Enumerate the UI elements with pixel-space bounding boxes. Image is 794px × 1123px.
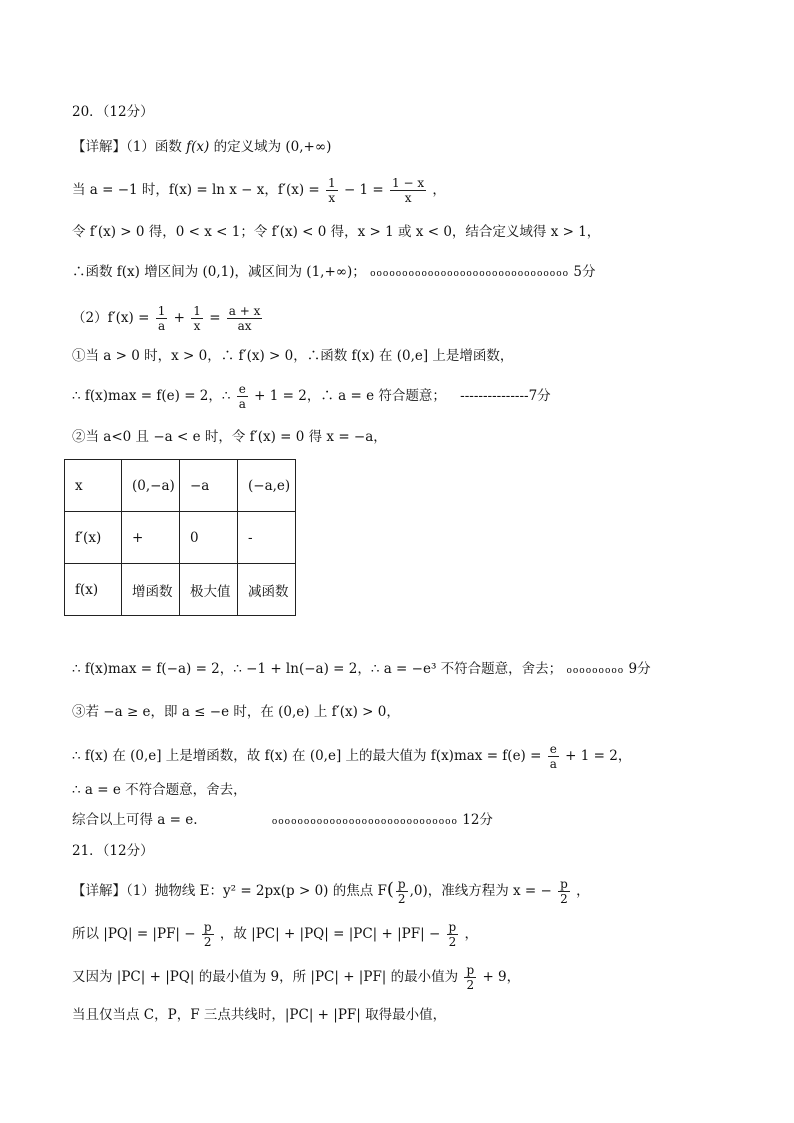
q20-line11-pre: ∴ f(x) 在 (0,e] 上是增函数，故 f(x) 在 (0,e] 上的最大值为 f(x)max = f(e) = [72,748,546,764]
q20-line11 [72,742,631,771]
q21-header: 21．（12分） [72,843,154,859]
frac-den: a [238,397,246,411]
q21-line1-mid: ,0)，准线方程为 x = − [409,883,552,899]
q20-line2-mid: − 1 = [343,182,389,198]
q20-line5-plus: + [173,310,190,326]
frac-num: 1 − x [392,176,425,190]
table-row [65,460,296,512]
q21-line1-end: ， [576,883,590,899]
q20-line2-frac2 [390,176,426,205]
q20-line13 [72,810,493,832]
frac-den: 2 [397,892,406,906]
q21-line2-frac1 [202,920,214,949]
frac-num: p [397,877,406,891]
table-cell: 减函数 [238,564,296,616]
q20-line5-frac1 [156,304,168,333]
q21-line3-post: + 9， [482,969,521,985]
frac-num: a + x [228,304,261,318]
q20-line8: ②当 a<0 且 −a < e 时，令 f′(x) = 0 得 x = −a， [72,429,387,445]
q20-line2-text: 当 a = −1 时，f(x) = ln x − x，f′(x) = [72,182,324,198]
frac-den: x [193,319,201,333]
q21-line1-pre: 【详解】（1）抛物线 E：y² = 2px(p > 0) 的焦点 F [72,883,387,899]
q21-line4: 当且仅当点 C，P，F 三点共线时，|PC| + |PF| 取得最小值， [72,1007,447,1023]
table-cell: 0 [180,512,238,564]
table-cell: f′(x) [65,512,122,564]
q20-line2-end: ， [432,182,446,198]
q20-line4 [72,262,595,284]
table-cell: - [238,512,296,564]
frac-num: p [203,920,212,934]
q20-line4-text: ∴函数 f(x) 增区间为 (0,1)，减区间为 (1,+∞)； [72,264,366,280]
frac-den: x [328,191,336,205]
q20-line7 [72,382,551,411]
table-cell: 增函数 [122,564,180,616]
table-cell: 极大值 [180,564,238,616]
q20-line11-frac [548,742,559,771]
q21-line2-pre: 所以 |PQ| = |PF| − [72,926,200,942]
frac-num: p [448,920,457,934]
q20-line1-pre: 【详解】（1）函数 [72,139,187,155]
frac-den: 2 [448,935,457,949]
q21-line1: 【详解】（1）抛物线 E：y² = 2px(p > 0) 的焦点 F( $\frac{p}{2}$ ,0)，准线方程为 x = − $\frac{p}{2}$ ， [72,877,590,906]
q21-line3-pre: 又因为 |PC| + |PQ| 的最小值为 9，所 |PC| + |PF| 的最小值为 [72,969,463,985]
table-cell: (0,−a) [122,460,180,512]
q20-line5-frac3 [227,304,263,333]
frac-den: 2 [466,978,475,992]
q20-line13-score: 12分 [462,812,493,828]
frac-den: 2 [560,892,568,906]
q20-line7-frac [237,382,248,411]
q20-line1-fx: f(x) [186,139,210,155]
q21-line1-frac2 [558,877,570,906]
q20-line1-post: 的定义域为 (0,+∞) [209,139,332,155]
frac-num: 1 [193,304,201,318]
q21-line2 [72,920,478,949]
frac-den: a [549,757,557,771]
table-cell: (−a,e) [238,460,296,512]
q20-header: 20．（12分） [72,104,154,120]
frac-den: ax [237,319,252,333]
q20-line6: ①当 a > 0 时，x > 0，∴ f′(x) > 0，∴函数 f(x) 在 (0,e] 上是增函数， [72,348,514,364]
frac-den: x [404,191,412,205]
q20-line5-eq: = [209,310,225,326]
q20-line10: ③若 −a ≥ e，即 a ≤ −e 时，在 (0,e) 上 f′(x) > 0， [72,704,400,720]
q21-line2-frac2 [447,920,459,949]
q20-line9 [72,659,651,681]
frac-num: e [549,742,557,756]
q20-line1 [72,137,331,157]
q20-line11-post: + 1 = 2， [565,748,632,764]
frac-num: 1 [328,176,336,190]
q20-line7-post: + 1 = 2，∴ a = e 符合题意； [254,388,446,404]
q20-line13-text: 综合以上可得 a = e. [72,812,198,828]
q20-line9-dots: ooooooooo [566,666,625,676]
table-cell: −a [180,460,238,512]
q21-line1-frac [396,877,408,906]
q20-line9-text: ∴ f(x)max = f(−a) = 2，∴ −1 + ln(−a) = 2，∴ a = −e³ 不符合题意，舍去； [72,661,563,677]
q20-line4-dots: ooooooooooooooooooooooooooooooo [370,269,570,279]
table-row [65,512,296,564]
q20-line9-score: 9分 [628,661,651,677]
q20-line2-frac1 [326,176,338,205]
q20-line7-dashes: ---------------7分 [460,388,551,404]
frac-num: e [238,382,246,396]
table-cell: + [122,512,180,564]
q21-line3-frac [464,963,476,992]
frac-den: a [157,319,166,333]
frac-den: 2 [203,935,212,949]
frac-num: p [466,963,475,977]
q20-line7-pre: ∴ f(x)max = f(e) = 2，∴ [72,388,235,404]
q20-line3: 令 f′(x) > 0 得，0 < x < 1；令 f′(x) < 0 得，x > 1 或 x < 0，结合定义域得 x > 1， [72,224,601,240]
q21-line2-mid: ，故 |PC| + |PQ| = |PC| + |PF| − [219,926,445,942]
frac-num: p [560,877,568,891]
q21-line3 [72,963,520,992]
q20-line13-dots: ooooooooooooooooooooooooooooo [271,817,458,827]
q20-line5 [72,304,264,333]
frac-num: 1 [157,304,166,318]
q20-line5-frac2 [191,304,203,333]
table-cell: f(x) [65,564,122,616]
q20-line12: ∴ a = e 不符合题意，舍去， [72,782,247,798]
table-row [65,564,296,616]
table-cell: x [65,460,122,512]
q20-line4-score: 5分 [573,264,596,280]
sign-table [64,459,296,616]
q21-line2-end: ， [464,926,479,942]
q20-line2 [72,176,446,205]
q20-line5-pre: （2）f′(x) = [72,310,154,326]
